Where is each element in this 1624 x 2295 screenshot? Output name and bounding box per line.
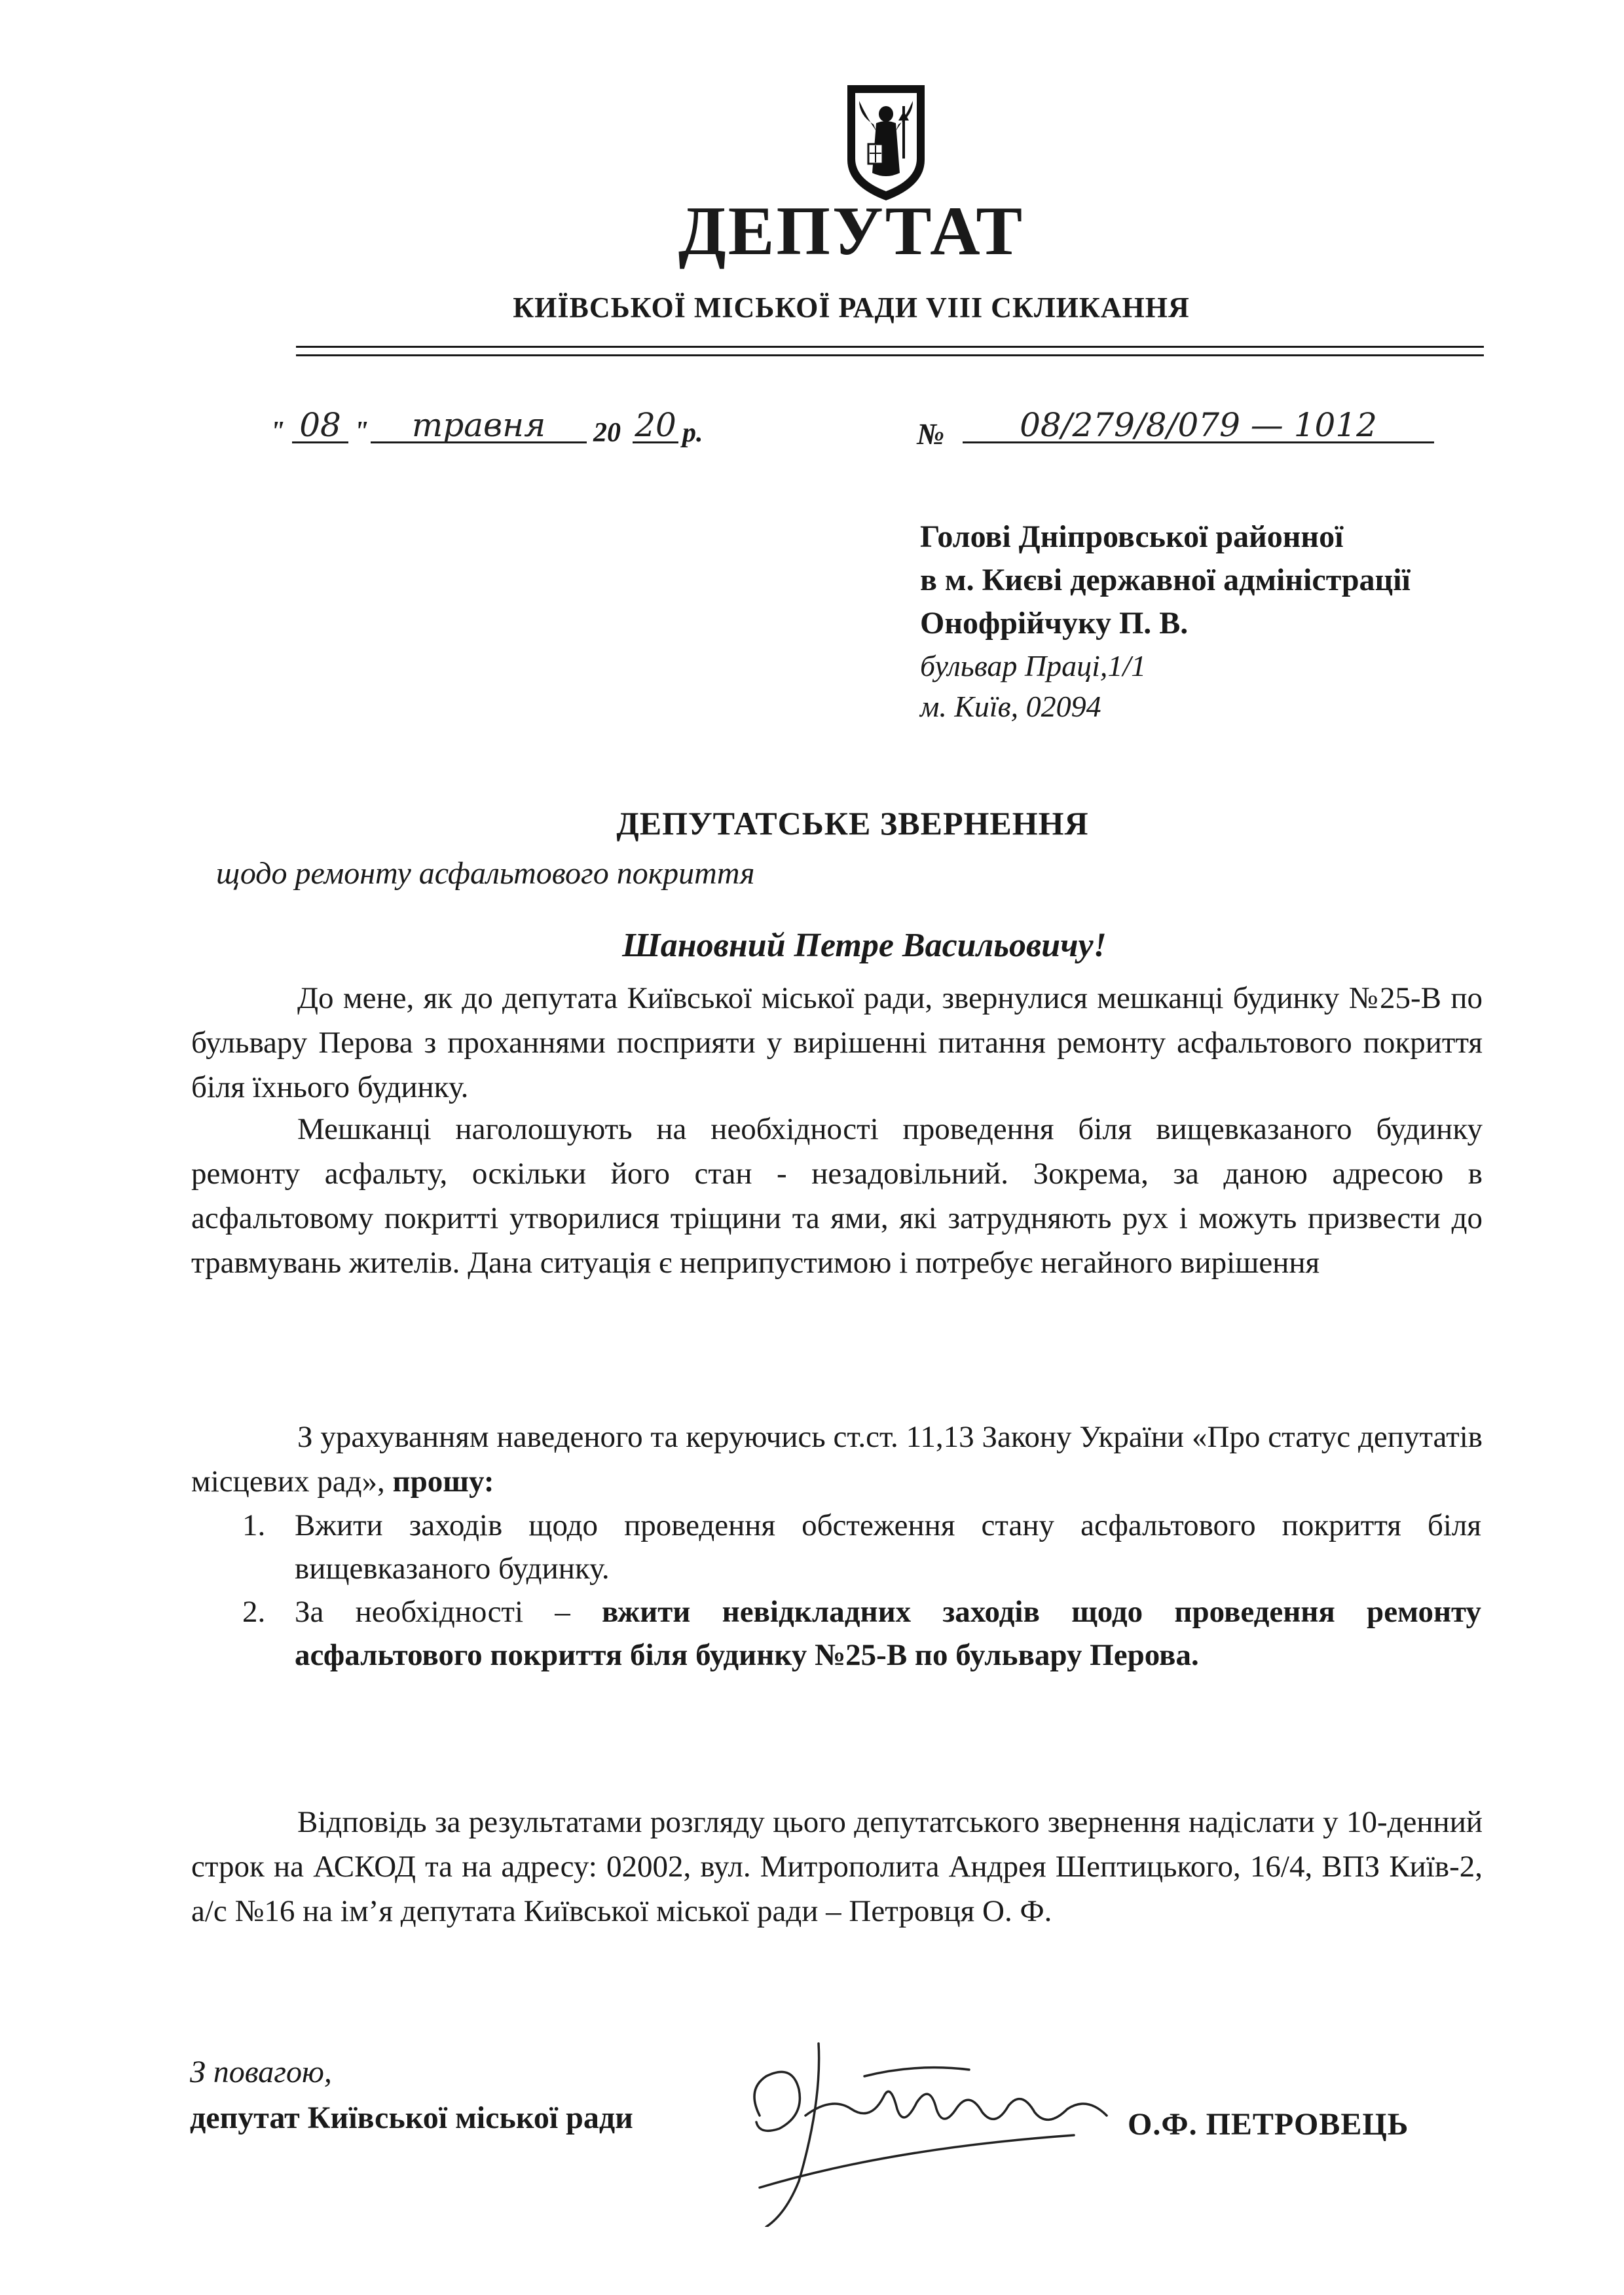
addressee-street: бульвар Праці,1/1 <box>920 649 1147 682</box>
list-item <box>242 1504 1481 1590</box>
date-day: 08 <box>292 409 348 443</box>
letterhead-title: ДЕПУТАТ <box>678 193 1025 269</box>
body-paragraph-3 <box>191 1415 1483 1504</box>
date-year-suffix: р. <box>682 418 703 448</box>
document-subject: щодо ремонту асфальтового покриття <box>216 856 755 891</box>
list-item-bold-text: вжити невідкладних заходів щодо проведення ремонту асфальтового покриття біля будинку №25-В по бульвару Перова. <box>295 1595 1481 1672</box>
outgoing-number: 08/279/8/079 — 1012 <box>963 409 1434 443</box>
date-close-quote: " <box>354 417 369 447</box>
letterhead-rule-bottom <box>296 354 1484 356</box>
date-year: 20 <box>633 409 678 443</box>
body-paragraph-1: До мене, як до депутата Київської міської ради, звернулися мешканці будинку №25-В по бульвару Перова з проханнями посприяти у вирішенні питання ремонту асфальтового покриття біля їхнього будинку. <box>191 981 1483 1104</box>
letterhead-subtitle: КИЇВСЬКОЇ МІСЬКОЇ РАДИ VIII СКЛИКАННЯ <box>513 291 1190 324</box>
date-month: травня <box>371 409 587 443</box>
signer-title: депутат Київської міської ради <box>190 2100 633 2135</box>
handwritten-signature <box>720 2017 1126 2227</box>
list-item-text: За необхідності – <box>295 1595 602 1629</box>
letterhead-rule-top <box>296 346 1484 348</box>
addressee-city: м. Київ, 02094 <box>920 690 1101 723</box>
document-title: ДЕПУТАТСЬКЕ ЗВЕРНЕННЯ <box>616 805 1089 842</box>
request-keyword: прошу: <box>392 1465 494 1499</box>
addressee-line-1: Голові Дніпровської районної <box>920 519 1344 554</box>
body-paragraph-4: Відповідь за результатами розгляду цього депутатського звернення надіслати у 10-денний строк на АСКОД та на адресу: 02002, вул. Митрополита Андрея Шептицького, 16/4, ВПЗ Київ-2, а/с №16 на ім’я депутата Київської міської ради – Петровця О. Ф. <box>191 1805 1483 1928</box>
number-label: № <box>917 417 945 451</box>
signer-name: О.Ф. ПЕТРОВЕЦЬ <box>1128 2107 1409 2142</box>
addressee-name: Онофрійчуку П. В. <box>920 606 1189 641</box>
date-year-prefix: 20 <box>593 418 621 448</box>
addressee-line-2: в м. Києві державної адміністрації <box>920 563 1411 597</box>
list-item-number: 1. <box>242 1508 266 1542</box>
body-paragraph-2: Мешканці наголошують на необхідності проведення біля вищевказаного будинку ремонту асфальту, оскільки його стан - незадовільний. Зокрема, за даною адресою в асфальтовому покритті утворилися тріщини та ями, які затрудняють рух і можуть призвести до травмувань жителів. Дана ситуація є неприпустимою і потребує негайного вирішення <box>191 1112 1483 1280</box>
request-list <box>242 1504 1481 1677</box>
coat-of-arms-emblem <box>843 81 929 203</box>
list-item-text: Вжити заходів щодо проведення обстеження стану асфальтового покриття біля вищевказаного будинку. <box>295 1508 1481 1586</box>
list-item-number: 2. <box>242 1595 266 1629</box>
request-intro: З урахуванням наведеного та керуючись ст.ст. 11,13 Закону України «Про статус депутатів місцевих рад», <box>191 1420 1483 1499</box>
closing-phrase: З повагою, <box>190 2055 332 2089</box>
salutation: Шановний Петре Васильовичу! <box>622 927 1107 964</box>
list-item <box>242 1590 1481 1677</box>
date-open-quote: " <box>270 417 286 447</box>
